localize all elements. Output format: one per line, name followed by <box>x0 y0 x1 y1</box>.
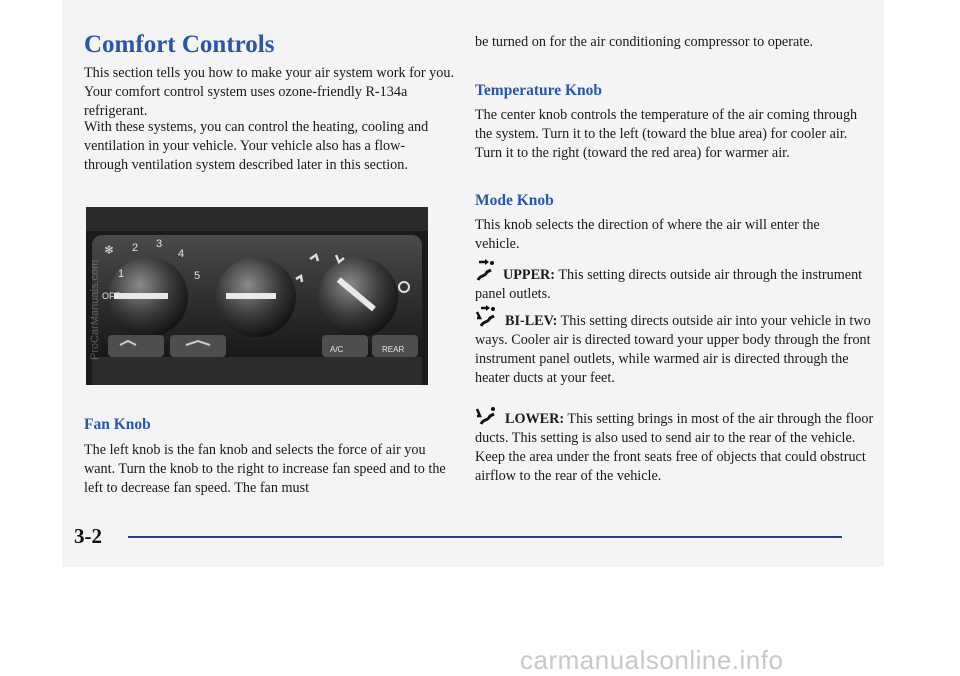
fan-knob-heading: Fan Knob <box>84 416 151 433</box>
page-title: Comfort Controls <box>84 31 275 58</box>
bilevel-label: BI-LEV: <box>505 313 558 329</box>
bilevel-mode-paragraph <box>475 304 875 388</box>
upper-text: This setting directs outside air through the instrument panel outlets. <box>475 267 863 302</box>
mode-knob-text: This knob selects the direction of where the air will enter the vehicle. <box>475 217 820 252</box>
lower-label: LOWER: <box>505 411 565 427</box>
intro-paragraph-1: This section tells you how to make your air system work for you. Your comfort control system uses ozone-friendly R-134a refrigerant. <box>84 65 454 119</box>
temperature-knob-text: The center knob controls the temperature of the air coming through the system. Turn it to the left (toward the blue area) for cooler air. Turn it to the right (toward the red area) for warmer air. <box>475 107 858 161</box>
site-watermark: carmanualsonline.info <box>520 645 784 675</box>
temperature-knob-heading: Temperature Knob <box>475 82 603 99</box>
fan-tick-4: 4 <box>178 248 185 260</box>
ac-button-label: A/C <box>330 345 344 354</box>
page-number: 3-2 <box>74 524 102 548</box>
lower-text: This setting brings in most of the air through the floor ducts. This setting is also used to send air to the rear of the vehicle. Keep the area under the front seats free of objects that could obstruct airflow to the rear of the vehicle. <box>475 411 874 484</box>
side-watermark: ProCarManuals.com <box>89 259 101 360</box>
fan-off-label: OFF <box>102 291 120 301</box>
rear-button-label: REAR <box>382 345 405 354</box>
intro-paragraph-2: With these systems, you can control the heating, cooling and ventilation in your vehicle. Your vehicle also has a flow-through ventilation system described later in this section. <box>84 119 429 173</box>
footer-rule <box>128 536 842 538</box>
fan-setting-glyph: ❄ <box>104 243 115 257</box>
upper-mode-paragraph <box>475 258 875 304</box>
bilevel-text: This setting directs outside air into your vehicle in two ways. Cooler air is directed toward your upper body through the front instrument panel outlets, while warmed air is directed through the heater ducts at your feet. <box>475 313 871 386</box>
climate-control-photo <box>86 207 428 385</box>
fan-tick-5: 5 <box>194 270 201 282</box>
upper-mode-icon <box>475 258 497 282</box>
fan-knob-text: The left knob is the fan knob and selects the force of air you want. Turn the knob to the right to increase fan speed and to the left to decrease fan speed. The fan must <box>84 442 446 496</box>
fan-continued-text: be turned on for the air conditioning compressor to operate. <box>475 34 814 50</box>
upper-label: UPPER: <box>503 267 556 283</box>
mode-knob-heading: Mode Knob <box>475 192 554 209</box>
fan-tick-2: 2 <box>132 242 139 254</box>
fan-tick-1: 1 <box>118 268 125 280</box>
climate-panel-illustration <box>86 207 428 385</box>
lower-mode-icon <box>475 406 499 426</box>
bilevel-mode-icon <box>475 304 499 328</box>
fan-tick-3: 3 <box>156 238 163 250</box>
lower-mode-paragraph <box>475 406 875 486</box>
